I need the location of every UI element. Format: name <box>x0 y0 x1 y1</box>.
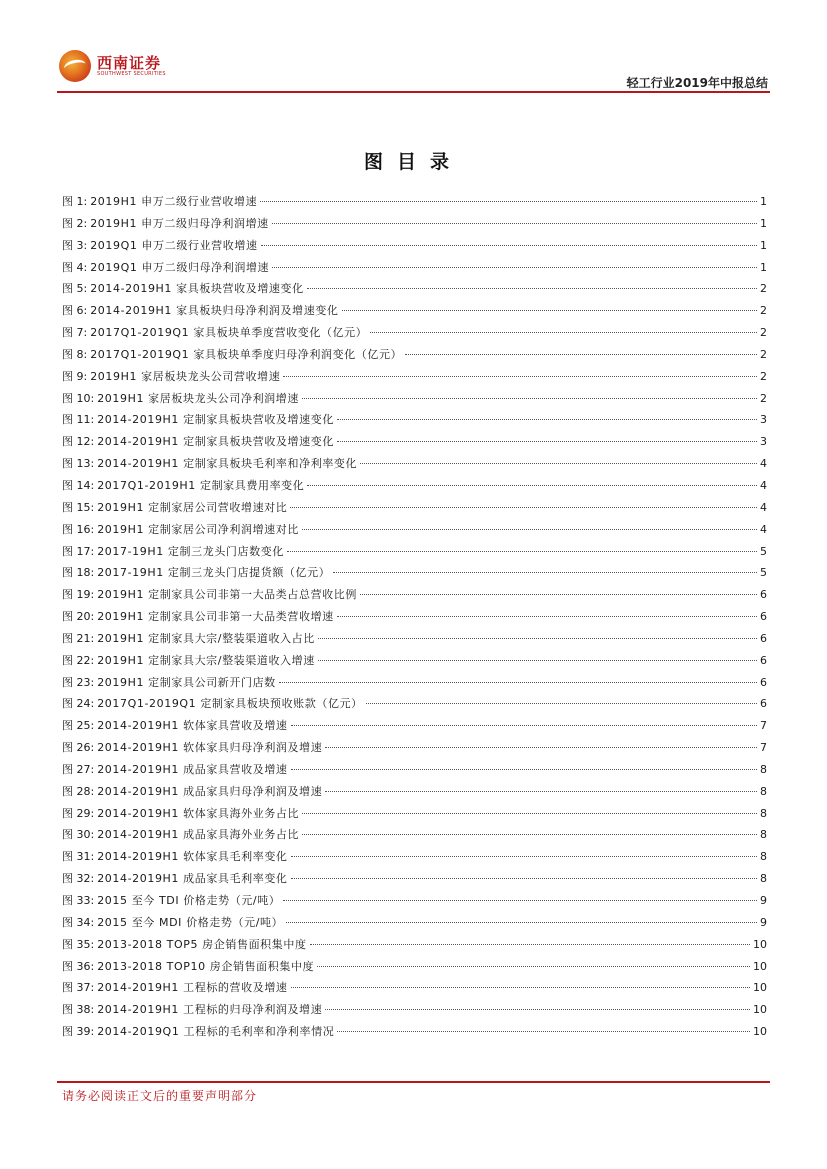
toc-entry-page: 4 <box>760 478 767 492</box>
toc-entry-title: 2017Q1-2019Q1 定制家具板块预收账款（亿元） <box>97 697 363 711</box>
toc-entry-number: 图 38: <box>62 1003 95 1017</box>
toc-entry[interactable] <box>62 956 767 978</box>
toc-entry-number: 图 10: <box>62 391 95 405</box>
toc-entry-page: 10 <box>753 981 767 995</box>
toc-entry-title: 2014-2019H1 家具板块营收及增速变化 <box>90 282 304 296</box>
toc-entry-page: 3 <box>760 413 767 427</box>
toc-entry-page: 10 <box>753 1003 767 1017</box>
toc-entry-title: 2019Q1 申万二级行业营收增速 <box>90 238 258 252</box>
toc-entry-title: 2019H1 申万二级归母净利润增速 <box>90 216 269 230</box>
toc-entry-title: 2014-2019H1 软体家具营收及增速 <box>97 719 288 733</box>
toc-entry-page: 2 <box>760 369 767 383</box>
toc-entry[interactable] <box>62 693 767 715</box>
toc-entry-page: 2 <box>760 326 767 340</box>
toc-leader-dots <box>291 769 757 770</box>
toc-entry-number: 图 23: <box>62 675 95 689</box>
toc-entry-number: 图 27: <box>62 762 95 776</box>
toc-entry-number: 图 25: <box>62 719 95 733</box>
toc-entry-page: 3 <box>760 435 767 449</box>
toc-entry[interactable] <box>62 606 767 628</box>
toc-entry-number: 图 20: <box>62 610 95 624</box>
toc-entry-number: 图 26: <box>62 741 95 755</box>
toc-entry[interactable] <box>62 213 767 235</box>
toc-entry-page: 9 <box>760 894 767 907</box>
toc-leader-dots <box>302 834 757 835</box>
toc-entry-title: 2019H1 定制家居公司营收增速对比 <box>97 500 288 514</box>
toc-entry-page: 8 <box>760 828 767 842</box>
toc-entry-page: 2 <box>760 347 767 361</box>
toc-entry[interactable] <box>62 541 767 563</box>
toc-entry-number: 图 24: <box>62 697 95 711</box>
toc-leader-dots <box>342 310 757 311</box>
toc-entry-title: 2014-2019H1 成品家具营收及增速 <box>97 762 288 776</box>
toc-entry-number: 图 13: <box>62 457 95 471</box>
toc-entry-number: 图 21: <box>62 631 95 645</box>
toc-leader-dots <box>260 201 757 202</box>
toc-entry[interactable] <box>62 672 767 694</box>
toc-entry-number: 图 37: <box>62 981 95 995</box>
toc-leader-dots <box>291 878 757 879</box>
toc-entry-number: 图 29: <box>62 806 95 820</box>
toc-entry-page: 9 <box>760 915 767 929</box>
toc-entry-number: 图 19: <box>62 588 95 602</box>
logo-name-en: SOUTHWEST SECURITIES <box>97 71 166 77</box>
toc-leader-dots <box>283 900 757 901</box>
toc-leader-dots <box>337 616 757 617</box>
toc-leader-dots <box>307 288 757 289</box>
toc-entry-number: 图 34: <box>62 915 95 929</box>
toc-entry-page: 7 <box>760 719 767 733</box>
toc-leader-dots <box>325 747 757 748</box>
toc-entry-number: 图 16: <box>62 522 95 536</box>
toc-entry[interactable] <box>62 257 767 279</box>
toc-entry-title: 2015 至今 MDI 价格走势（元/吨） <box>97 915 284 929</box>
toc-leader-dots <box>291 725 757 726</box>
header-divider <box>57 91 770 93</box>
toc-entry-number: 图 36: <box>62 959 95 973</box>
toc-entry-page: 1 <box>760 216 767 230</box>
toc-entry-page: 8 <box>760 806 767 820</box>
toc-entry-title: 2017Q1-2019Q1 家具板块单季度营收变化（亿元） <box>90 326 368 340</box>
toc-entry-title: 2019H1 家居板块龙头公司营收增速 <box>90 369 281 383</box>
toc-leader-dots <box>405 354 757 355</box>
toc-entry-title: 2014-2019H1 成品家具毛利率变化 <box>97 872 288 886</box>
toc-entry[interactable] <box>62 453 767 475</box>
toc-leader-dots <box>279 682 757 683</box>
toc-entry-title: 2014-2019H1 家具板块归母净利润及增速变化 <box>90 304 339 318</box>
toc-entry[interactable] <box>62 781 767 803</box>
toc-entry-number: 图 1: <box>62 195 88 208</box>
toc-entry-page: 4 <box>760 457 767 471</box>
toc-entry-page: 6 <box>760 653 767 667</box>
toc-entry-title: 2019H1 定制家具公司非第一大品类营收增速 <box>97 610 334 624</box>
toc-entry-page: 7 <box>760 741 767 755</box>
toc-entry-number: 图 15: <box>62 500 95 514</box>
logo-emblem-icon <box>59 50 91 82</box>
toc-entry-number: 图 6: <box>62 304 88 318</box>
toc-leader-dots <box>286 922 757 923</box>
toc-leader-dots <box>337 1031 750 1032</box>
toc-entry[interactable] <box>62 475 767 497</box>
toc-leader-dots <box>290 507 757 508</box>
toc-leader-dots <box>325 791 757 792</box>
toc-entry-page: 6 <box>760 588 767 602</box>
toc-entry-number: 图 32: <box>62 872 95 886</box>
toc-entry[interactable] <box>62 759 767 781</box>
toc-leader-dots <box>302 813 757 814</box>
toc-entry-title: 2017Q1-2019Q1 家具板块单季度归母净利润变化（亿元） <box>90 347 403 361</box>
toc-entry[interactable] <box>62 803 767 825</box>
toc-leader-dots <box>261 245 757 246</box>
toc-entry-number: 图 14: <box>62 478 95 492</box>
footer-divider <box>57 1081 770 1083</box>
toc-entry-title: 2013-2018 TOP5 房企销售面积集中度 <box>97 937 307 951</box>
toc-entry-page: 4 <box>760 522 767 536</box>
toc-entry-page: 10 <box>753 959 767 973</box>
toc-entry-title: 2017Q1-2019H1 定制家具费用率变化 <box>97 478 305 492</box>
toc-entry-number: 图 11: <box>62 413 95 427</box>
toc-entry[interactable] <box>62 562 767 584</box>
toc-entry-title: 2017-19H1 定制三龙头门店提货额（亿元） <box>97 566 331 580</box>
toc-entry-number: 图 30: <box>62 828 95 842</box>
toc-entry-title: 2014-2019Q1 工程标的毛利率和净利率情况 <box>97 1025 335 1039</box>
toc-entry-title: 2019H1 申万二级行业营收增速 <box>90 195 258 208</box>
toc-entry-title: 2017-19H1 定制三龙头门店数变化 <box>97 544 284 558</box>
toc-entry[interactable] <box>62 890 767 912</box>
toc-entry-title: 2014-2019H1 成品家具海外业务占比 <box>97 828 300 842</box>
toc-entry-number: 图 5: <box>62 282 88 296</box>
toc-leader-dots <box>287 551 757 552</box>
toc-entry[interactable] <box>62 868 767 890</box>
toc-entry[interactable] <box>62 519 767 541</box>
toc-entry-page: 1 <box>760 260 767 274</box>
toc-entry-number: 图 4: <box>62 260 88 274</box>
toc-entry[interactable] <box>62 1021 767 1043</box>
toc-entry[interactable] <box>62 300 767 322</box>
toc-entry[interactable] <box>62 628 767 650</box>
toc-entry-title: 2014-2019H1 软体家具海外业务占比 <box>97 806 300 820</box>
toc-entry[interactable] <box>62 912 767 934</box>
toc-entry[interactable] <box>62 388 767 410</box>
toc-leader-dots <box>337 419 757 420</box>
toc-leader-dots <box>310 944 750 945</box>
toc-entry-number: 图 31: <box>62 850 95 864</box>
toc-leader-dots <box>317 966 750 967</box>
toc-entry[interactable] <box>62 191 767 213</box>
toc-entry[interactable] <box>62 999 767 1021</box>
toc-entry-page: 2 <box>760 391 767 405</box>
toc-entry-page: 6 <box>760 697 767 711</box>
toc-leader-dots <box>337 441 757 442</box>
toc-leader-dots <box>360 594 757 595</box>
toc-entry[interactable] <box>62 977 767 999</box>
toc-entry-title: 2013-2018 TOP10 房企销售面积集中度 <box>97 959 315 973</box>
toc-entry-page: 1 <box>760 195 767 208</box>
toc-entry-title: 2019H1 家居板块龙头公司净利润增速 <box>97 391 299 405</box>
toc-entry-page: 6 <box>760 675 767 689</box>
toc-entry-title: 2014-2019H1 软体家具毛利率变化 <box>97 850 288 864</box>
toc-entry[interactable] <box>62 846 767 868</box>
toc-leader-dots <box>360 463 757 464</box>
toc-entry-title: 2019H1 定制家具公司非第一大品类占总营收比例 <box>97 588 357 602</box>
page-header <box>57 44 770 94</box>
toc-entry-page: 4 <box>760 500 767 514</box>
toc-entry-page: 8 <box>760 784 767 798</box>
toc-entry-page: 2 <box>760 304 767 318</box>
toc-entry-page: 1 <box>760 238 767 252</box>
report-title: 轻工行业2019年中报总结 <box>626 76 768 90</box>
toc-leader-dots <box>302 529 757 530</box>
toc-entry-page: 8 <box>760 872 767 886</box>
toc-entry[interactable] <box>62 934 767 956</box>
toc-entry[interactable] <box>62 344 767 366</box>
figure-list <box>62 191 767 1043</box>
toc-entry-number: 图 2: <box>62 216 88 230</box>
toc-entry-title: 2014-2019H1 定制家具板块营收及增速变化 <box>97 413 334 427</box>
toc-entry-number: 图 7: <box>62 326 88 340</box>
toc-entry-number: 图 22: <box>62 653 95 667</box>
toc-entry[interactable] <box>62 584 767 606</box>
toc-entry[interactable] <box>62 366 767 388</box>
toc-entry-number: 图 39: <box>62 1025 95 1039</box>
toc-entry-number: 图 12: <box>62 435 95 449</box>
toc-entry-title: 2015 至今 TDI 价格走势（元/吨） <box>97 894 281 907</box>
toc-entry[interactable] <box>62 278 767 300</box>
toc-entry-page: 8 <box>760 850 767 864</box>
toc-leader-dots <box>318 660 757 661</box>
toc-entry-title: 2014-2019H1 定制家具板块营收及增速变化 <box>97 435 334 449</box>
toc-leader-dots <box>333 572 757 573</box>
toc-entry-title: 2019H1 定制家居公司净利润增速对比 <box>97 522 299 536</box>
toc-entry-page: 6 <box>760 631 767 645</box>
toc-entry-number: 图 9: <box>62 369 88 383</box>
toc-entry-title: 2019Q1 申万二级归母净利润增速 <box>90 260 270 274</box>
toc-leader-dots <box>272 267 757 268</box>
toc-entry-page: 8 <box>760 762 767 776</box>
toc-entry[interactable] <box>62 737 767 759</box>
toc-entry-number: 图 3: <box>62 238 88 252</box>
toc-leader-dots <box>283 376 757 377</box>
logo-name-cn: 西南证券 <box>97 54 162 72</box>
toc-entry-number: 图 18: <box>62 566 95 580</box>
toc-entry-page: 10 <box>753 1025 767 1039</box>
toc-entry[interactable] <box>62 715 767 737</box>
toc-entry-number: 图 17: <box>62 544 95 558</box>
toc-entry-page: 5 <box>760 544 767 558</box>
toc-entry-title: 2014-2019H1 工程标的归母净利润及增速 <box>97 1003 323 1017</box>
toc-entry-title: 2019H1 定制家具公司新开门店数 <box>97 675 276 689</box>
toc-entry[interactable] <box>62 431 767 453</box>
toc-leader-dots <box>302 398 757 399</box>
toc-entry[interactable] <box>62 322 767 344</box>
toc-leader-dots <box>318 638 757 639</box>
toc-leader-dots <box>272 223 757 224</box>
toc-entry-page: 6 <box>760 610 767 624</box>
toc-entry-title: 2019H1 定制家具大宗/整装渠道收入增速 <box>97 653 315 667</box>
footer-disclaimer: 请务必阅读正文后的重要声明部分 <box>62 1089 258 1103</box>
toc-entry-page: 2 <box>760 282 767 296</box>
toc-leader-dots <box>291 987 750 988</box>
toc-entry[interactable] <box>62 235 767 257</box>
toc-leader-dots <box>366 703 757 704</box>
toc-entry[interactable] <box>62 650 767 672</box>
toc-entry[interactable] <box>62 409 767 431</box>
toc-leader-dots <box>325 1009 750 1010</box>
toc-entry-title: 2019H1 定制家具大宗/整装渠道收入占比 <box>97 631 315 645</box>
toc-entry-number: 图 33: <box>62 894 95 907</box>
toc-entry-number: 图 28: <box>62 784 95 798</box>
toc-entry-title: 2014-2019H1 成品家具归母净利润及增速 <box>97 784 323 798</box>
toc-entry[interactable] <box>62 824 767 846</box>
company-logo <box>59 50 171 84</box>
toc-entry-page: 5 <box>760 566 767 580</box>
toc-entry-title: 2014-2019H1 工程标的营收及增速 <box>97 981 288 995</box>
toc-entry-title: 2014-2019H1 软体家具归母净利润及增速 <box>97 741 323 755</box>
toc-leader-dots <box>307 485 757 486</box>
toc-entry-number: 图 8: <box>62 347 88 361</box>
toc-leader-dots <box>291 856 757 857</box>
toc-entry-page: 10 <box>753 937 767 951</box>
toc-leader-dots <box>370 332 757 333</box>
toc-heading: 图目录 <box>363 151 463 173</box>
toc-entry-title: 2014-2019H1 定制家具板块毛利率和净利率变化 <box>97 457 358 471</box>
toc-entry-number: 图 35: <box>62 937 95 951</box>
toc-entry[interactable] <box>62 497 767 519</box>
